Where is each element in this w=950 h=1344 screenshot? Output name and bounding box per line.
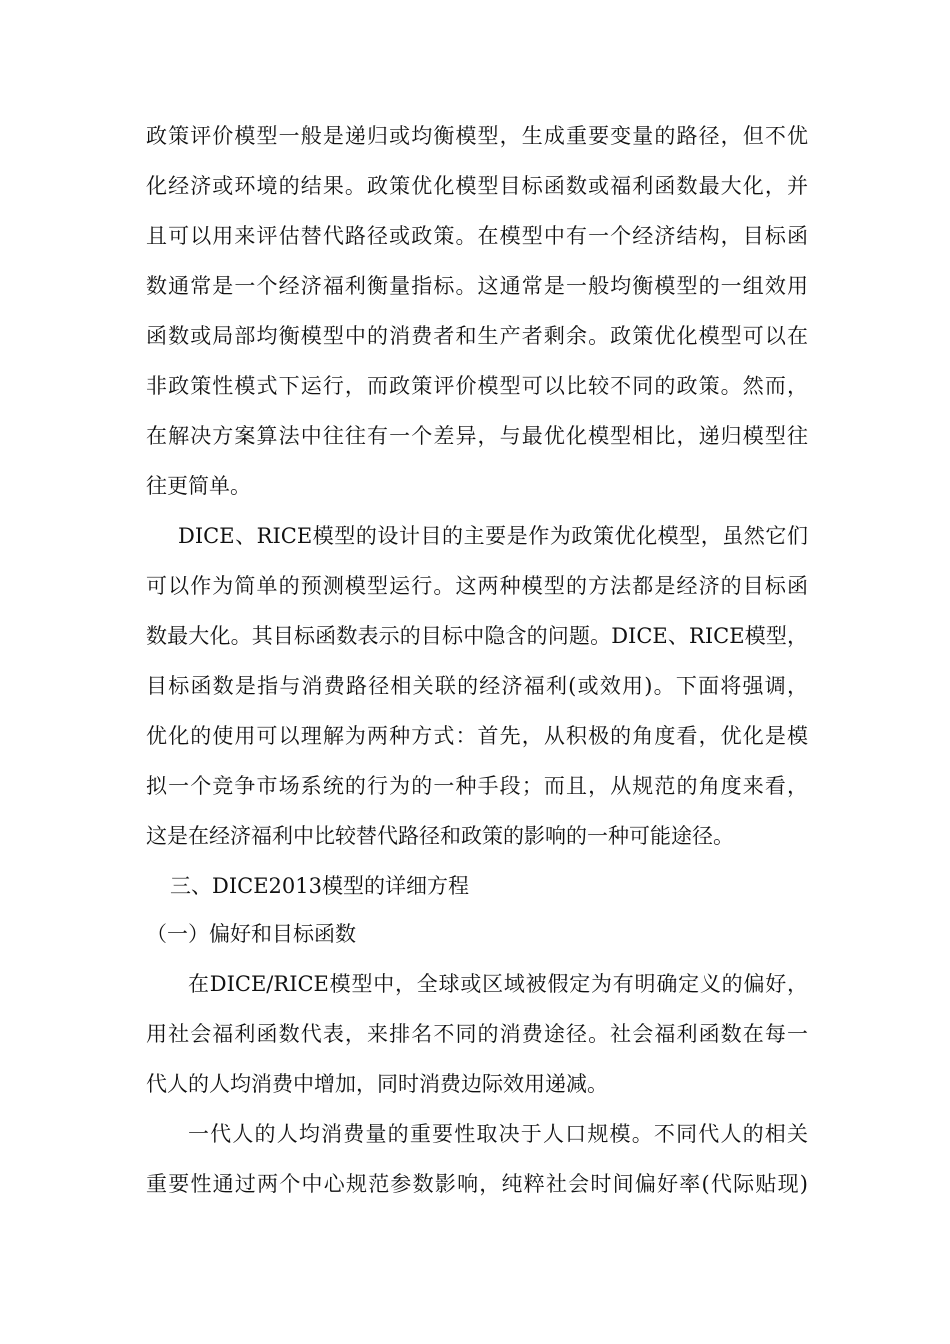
paragraph-2-line-3: 数最大化。其目标函数表示的目标中隐含的问题。DICE、RICE模型，: [146, 624, 808, 648]
paragraph-1-line-4: 数通常是一个经济福利衡量指标。这通常是一般均衡模型的一组效用: [146, 274, 808, 298]
paragraph-2-line-5: 优化的使用可以理解为两种方式：首先，从积极的角度看，优化是模: [146, 724, 808, 748]
subsection-heading: （一）偏好和目标函数: [146, 922, 356, 946]
section-heading: 三、DICE2013模型的详细方程: [170, 874, 469, 898]
paragraph-3-line-2: 用社会福利函数代表，来排名不同的消费途径。社会福利函数在每一: [146, 1022, 808, 1046]
paragraph-3-line-1: 在DICE/RICE模型中，全球或区域被假定为有明确定义的偏好，: [188, 972, 808, 996]
paragraph-1-line-5: 函数或局部均衡模型中的消费者和生产者剩余。政策优化模型可以在: [146, 324, 808, 348]
paragraph-1-line-3: 且可以用来评估替代路径或政策。在模型中有一个经济结构，目标函: [146, 224, 808, 248]
paragraph-2-line-6: 拟一个竞争市场系统的行为的一种手段；而且，从规范的角度来看，: [146, 774, 808, 798]
paragraph-4-line-2: 重要性通过两个中心规范参数影响，纯粹社会时间偏好率(代际贴现): [146, 1172, 808, 1196]
paragraph-2-line-7: 这是在经济福利中比较替代路径和政策的影响的一种可能途径。: [146, 824, 734, 848]
paragraph-2-line-1: DICE、RICE模型的设计目的主要是作为政策优化模型，虽然它们: [178, 524, 808, 548]
paragraph-1-line-1: 政策评价模型一般是递归或均衡模型，生成重要变量的路径，但不优: [146, 124, 808, 148]
paragraph-1-line-7: 在解决方案算法中往往有一个差异，与最优化模型相比，递归模型往: [146, 424, 808, 448]
paragraph-3-line-3: 代人的人均消费中增加，同时消费边际效用递减。: [146, 1072, 608, 1096]
paragraph-1-line-2: 化经济或环境的结果。政策优化模型目标函数或福利函数最大化，并: [146, 174, 808, 198]
paragraph-1-line-8: 往更简单。: [146, 474, 251, 498]
paragraph-1-line-6: 非政策性模式下运行，而政策评价模型可以比较不同的政策。然而，: [146, 374, 808, 398]
paragraph-4-line-1: 一代人的人均消费量的重要性取决于人口规模。不同代人的相关: [188, 1122, 808, 1146]
paragraph-2-line-2: 可以作为简单的预测模型运行。这两种模型的方法都是经济的目标函: [146, 574, 808, 598]
paragraph-2-line-4: 目标函数是指与消费路径相关联的经济福利(或效用)。下面将强调，: [146, 674, 808, 698]
